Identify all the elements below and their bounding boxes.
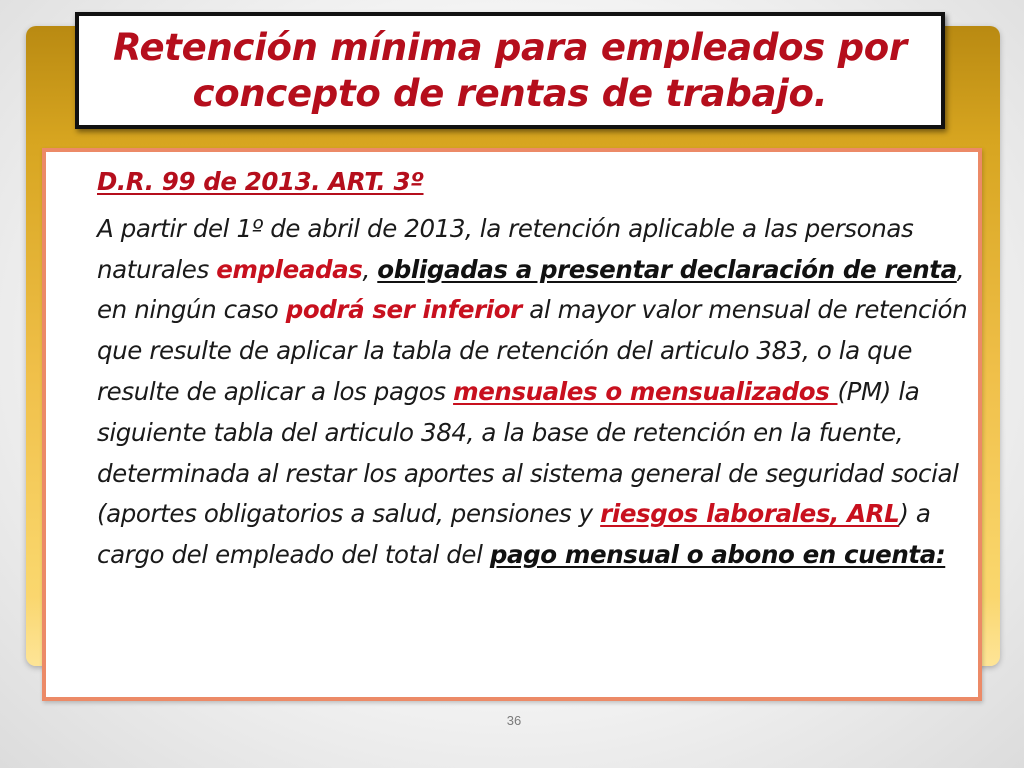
content-body — [97, 162, 977, 576]
emphasis-obligadas-declaracion: obligadas a presentar declaración de renta — [377, 254, 957, 284]
content-box — [42, 148, 982, 701]
text-intro: A partir del 1º de abril de 2013, la retención aplicable a las personas naturales — [97, 213, 914, 284]
text-en-ningun-caso: , en ningún caso — [97, 254, 965, 325]
slide-title-line-2: concepto de rentas de trabajo. — [192, 71, 828, 115]
page-number: 36 — [506, 713, 522, 728]
text-a-cargo: ) a cargo del empleado del total del — [97, 499, 931, 570]
text-pm-tabla: (PM) la siguiente tabla del articulo 384, a la base de retención en la fuente, determinada al restar los aportes al sistema general de seguridad social (aportes obligatorios a salud, pensiones y — [97, 376, 959, 529]
emphasis-pago-mensual: pago mensual o abono en cuenta: — [489, 540, 946, 570]
emphasis-riesgos-laborales: riesgos laborales, ARL — [600, 499, 900, 529]
slide-title-line-1: Retención mínima para empleados por — [113, 25, 907, 69]
decree-reference: D.R. 99 de 2013. ART. 3º — [97, 167, 424, 196]
emphasis-podra-ser-inferior: podrá ser inferior — [285, 295, 522, 325]
emphasis-mensuales-mensualizados: mensuales o mensualizados — [453, 376, 838, 406]
text-mayor-valor: al mayor valor mensual de retención que resulte de aplicar la tabla de retención del articulo 383, o la que resulte de aplicar a los pagos — [97, 295, 968, 406]
body-paragraph — [97, 209, 977, 576]
title-box — [75, 12, 945, 129]
emphasis-empleadas: empleadas — [216, 254, 363, 284]
text-comma: , — [362, 254, 378, 284]
slide-title — [113, 25, 907, 117]
